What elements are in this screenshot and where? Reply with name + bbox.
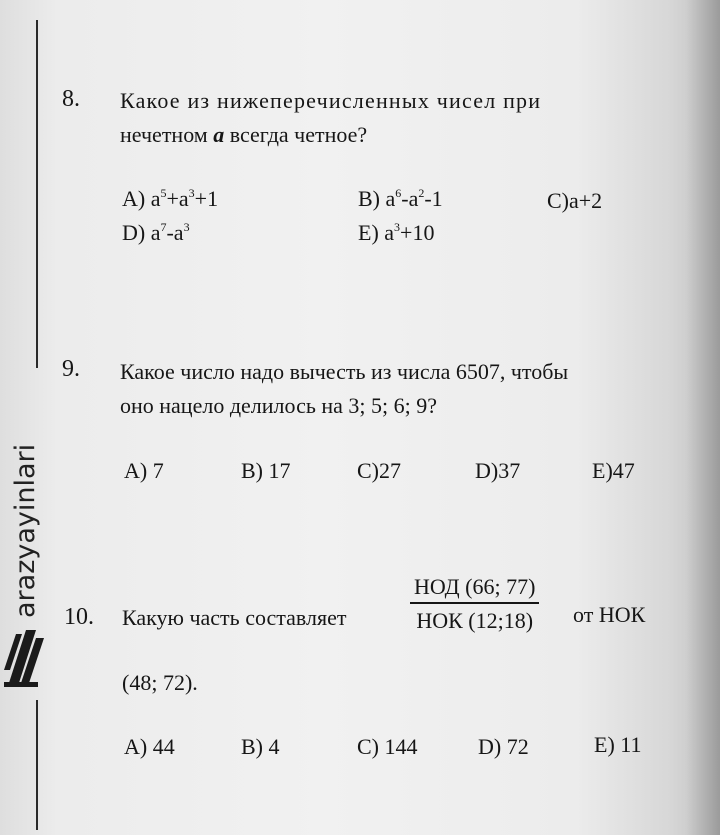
question-text-after-fraction: от НОК (573, 602, 646, 627)
fraction-numerator: НОД (66; 77) (410, 574, 539, 604)
answer-option-c[interactable]: C)27 (357, 458, 401, 483)
answer-option-b[interactable]: B) $a^6-a^2-1$ (358, 186, 443, 211)
answer-option-e[interactable]: E) 11 (594, 732, 642, 757)
answer-option-a[interactable]: A) $a^5+a^3+1$ (122, 186, 219, 211)
margin-line-top (36, 20, 38, 368)
question-text-line2: нечетном a всегда четное? (120, 122, 368, 147)
answer-option-a[interactable]: A) 44 (124, 734, 175, 759)
answer-option-d[interactable]: D) $a^7-a^3$ (122, 220, 190, 245)
answer-option-d[interactable]: D)37 (475, 458, 521, 483)
answer-option-c[interactable]: C) 144 (357, 734, 418, 759)
answer-option-d[interactable]: D) 72 (478, 734, 529, 759)
publisher-name: arazyayinlari (10, 443, 41, 618)
question-text-line2: оно нацело делилось на 3; 5; 6; 9? (120, 393, 438, 418)
answer-option-b[interactable]: B) 17 (241, 458, 291, 483)
publisher-logo (10, 388, 42, 688)
answer-option-e[interactable]: E) $a^3+10$ (358, 220, 435, 245)
question-text-line2: (48; 72). (122, 670, 198, 695)
question-number: 8. (62, 86, 80, 112)
question-number: 10. (64, 604, 94, 630)
question-number: 9. (62, 356, 80, 382)
answer-option-b[interactable]: B) 4 (241, 734, 280, 759)
margin-line-bottom (36, 700, 38, 830)
answer-option-a[interactable]: A) 7 (124, 458, 164, 483)
answer-option-c[interactable]: C)a+2 (547, 188, 603, 213)
fraction-expression (410, 574, 539, 634)
page-edge-shadow (686, 0, 720, 835)
question-text-line1: Какое из нижеперечисленных чисел при (120, 88, 542, 113)
question-text-line1: Какое число надо вычесть из числа 6507, чтобы (120, 359, 569, 384)
publisher-emblem-icon (4, 620, 44, 690)
fraction-denominator: НОК (12;18) (416, 608, 534, 633)
question-text: Какую часть составляет (122, 605, 347, 630)
answer-option-e[interactable]: E)47 (592, 458, 635, 483)
